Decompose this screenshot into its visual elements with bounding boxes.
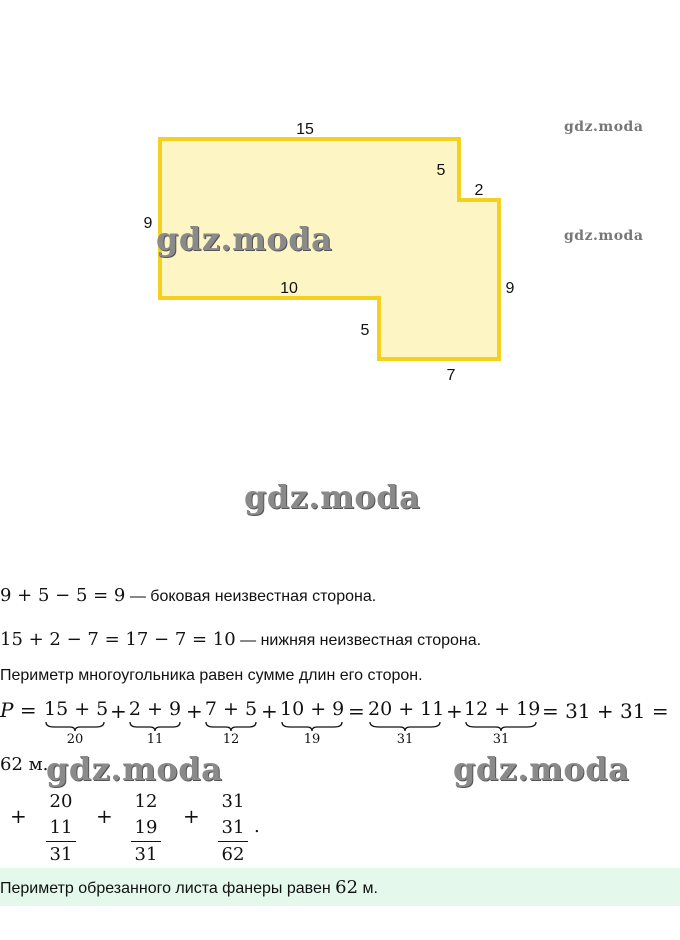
line-text: — боковая неизвестная сторона. <box>125 588 377 605</box>
plus-sign: + <box>261 699 278 723</box>
underbrace-icon <box>44 720 106 732</box>
answer-prefix: Периметр обрезанного листа фанеры равен <box>0 880 336 897</box>
polygon-figure <box>0 0 680 400</box>
math-expression: 9 + 5 − 5 = 9 <box>0 585 126 606</box>
watermark: gdz.moda <box>564 228 644 244</box>
brace-sum: 31 <box>396 732 414 747</box>
brace-expression: 20 + 11 <box>368 698 445 720</box>
solution-line-3: Периметр многоугольника равен сумме длин его сторон. <box>0 667 423 684</box>
brace-group <box>464 698 541 747</box>
solution-line-1 <box>0 585 376 606</box>
underbrace-icon <box>464 720 538 732</box>
solution-line-2 <box>0 629 481 650</box>
label-inner-vertical: 5 <box>360 322 370 339</box>
label-bottom-side: 7 <box>446 367 456 384</box>
brace-sum: 31 <box>492 732 510 747</box>
addend-b: 31 <box>218 815 248 842</box>
underbrace-icon <box>280 720 344 732</box>
answer-value: 62 <box>335 877 359 898</box>
underbrace-icon <box>204 720 258 732</box>
brace-sum: 20 <box>66 732 84 747</box>
plus-sign: + <box>186 699 203 723</box>
label-right-side: 9 <box>505 280 515 297</box>
watermark: gdz.moda <box>46 750 223 788</box>
watermark: gdz.moda <box>453 750 630 788</box>
answer-suffix: м. <box>358 880 378 897</box>
column-addition <box>131 789 161 868</box>
column-sum: 62 <box>221 844 245 865</box>
plus-sign: + <box>10 804 27 828</box>
perimeter-label: P = <box>0 698 37 722</box>
label-step-vertical: 5 <box>436 162 446 179</box>
plus-sign: + <box>110 699 127 723</box>
addend-a: 20 <box>49 791 73 812</box>
brace-sum: 12 <box>222 732 240 747</box>
line-text: — нижняя неизвестная сторона. <box>235 632 482 649</box>
addend-b: 11 <box>46 815 76 842</box>
addend-a: 12 <box>134 791 158 812</box>
brace-group <box>280 698 344 747</box>
watermark: gdz.moda <box>564 119 644 135</box>
brace-group <box>44 698 109 747</box>
underbrace-icon <box>128 720 182 732</box>
brace-sum: 11 <box>146 732 164 747</box>
brace-expression: 12 + 19 <box>464 698 541 720</box>
watermark: gdz.moda <box>156 220 333 258</box>
equals-sign: = <box>348 699 365 723</box>
brace-expression: 15 + 5 <box>44 698 109 720</box>
column-sum: 31 <box>134 844 158 865</box>
addend-a: 31 <box>221 791 245 812</box>
brace-sum: 19 <box>303 732 321 747</box>
plus-sign: + <box>96 804 113 828</box>
brace-group <box>368 698 445 747</box>
underbrace-icon <box>368 720 442 732</box>
label-top-side: 15 <box>296 121 314 138</box>
column-addition <box>46 789 76 868</box>
label-left-side: 9 <box>143 215 153 232</box>
watermark: gdz.moda <box>244 478 421 516</box>
column-sum: 31 <box>49 844 73 865</box>
brace-expression: 2 + 9 <box>128 698 182 720</box>
result-value: 62 м. <box>0 754 49 775</box>
brace-group <box>128 698 182 747</box>
result-line <box>0 754 48 775</box>
brace-expression: 10 + 9 <box>280 698 345 720</box>
brace-expression: 7 + 5 <box>204 698 258 720</box>
label-step-horizontal: 2 <box>474 182 484 199</box>
plus-sign: + <box>183 804 200 828</box>
answer-line <box>0 877 378 898</box>
brace-group <box>204 698 258 747</box>
math-expression: 15 + 2 − 7 = 17 − 7 = 10 <box>0 629 236 650</box>
addend-b: 19 <box>131 815 161 842</box>
equation-tail: = 31 + 31 = <box>542 699 669 723</box>
column-addition <box>218 789 248 868</box>
plus-sign: + <box>446 699 463 723</box>
label-inner-bottom: 10 <box>280 280 298 297</box>
column-end: . <box>254 816 260 837</box>
